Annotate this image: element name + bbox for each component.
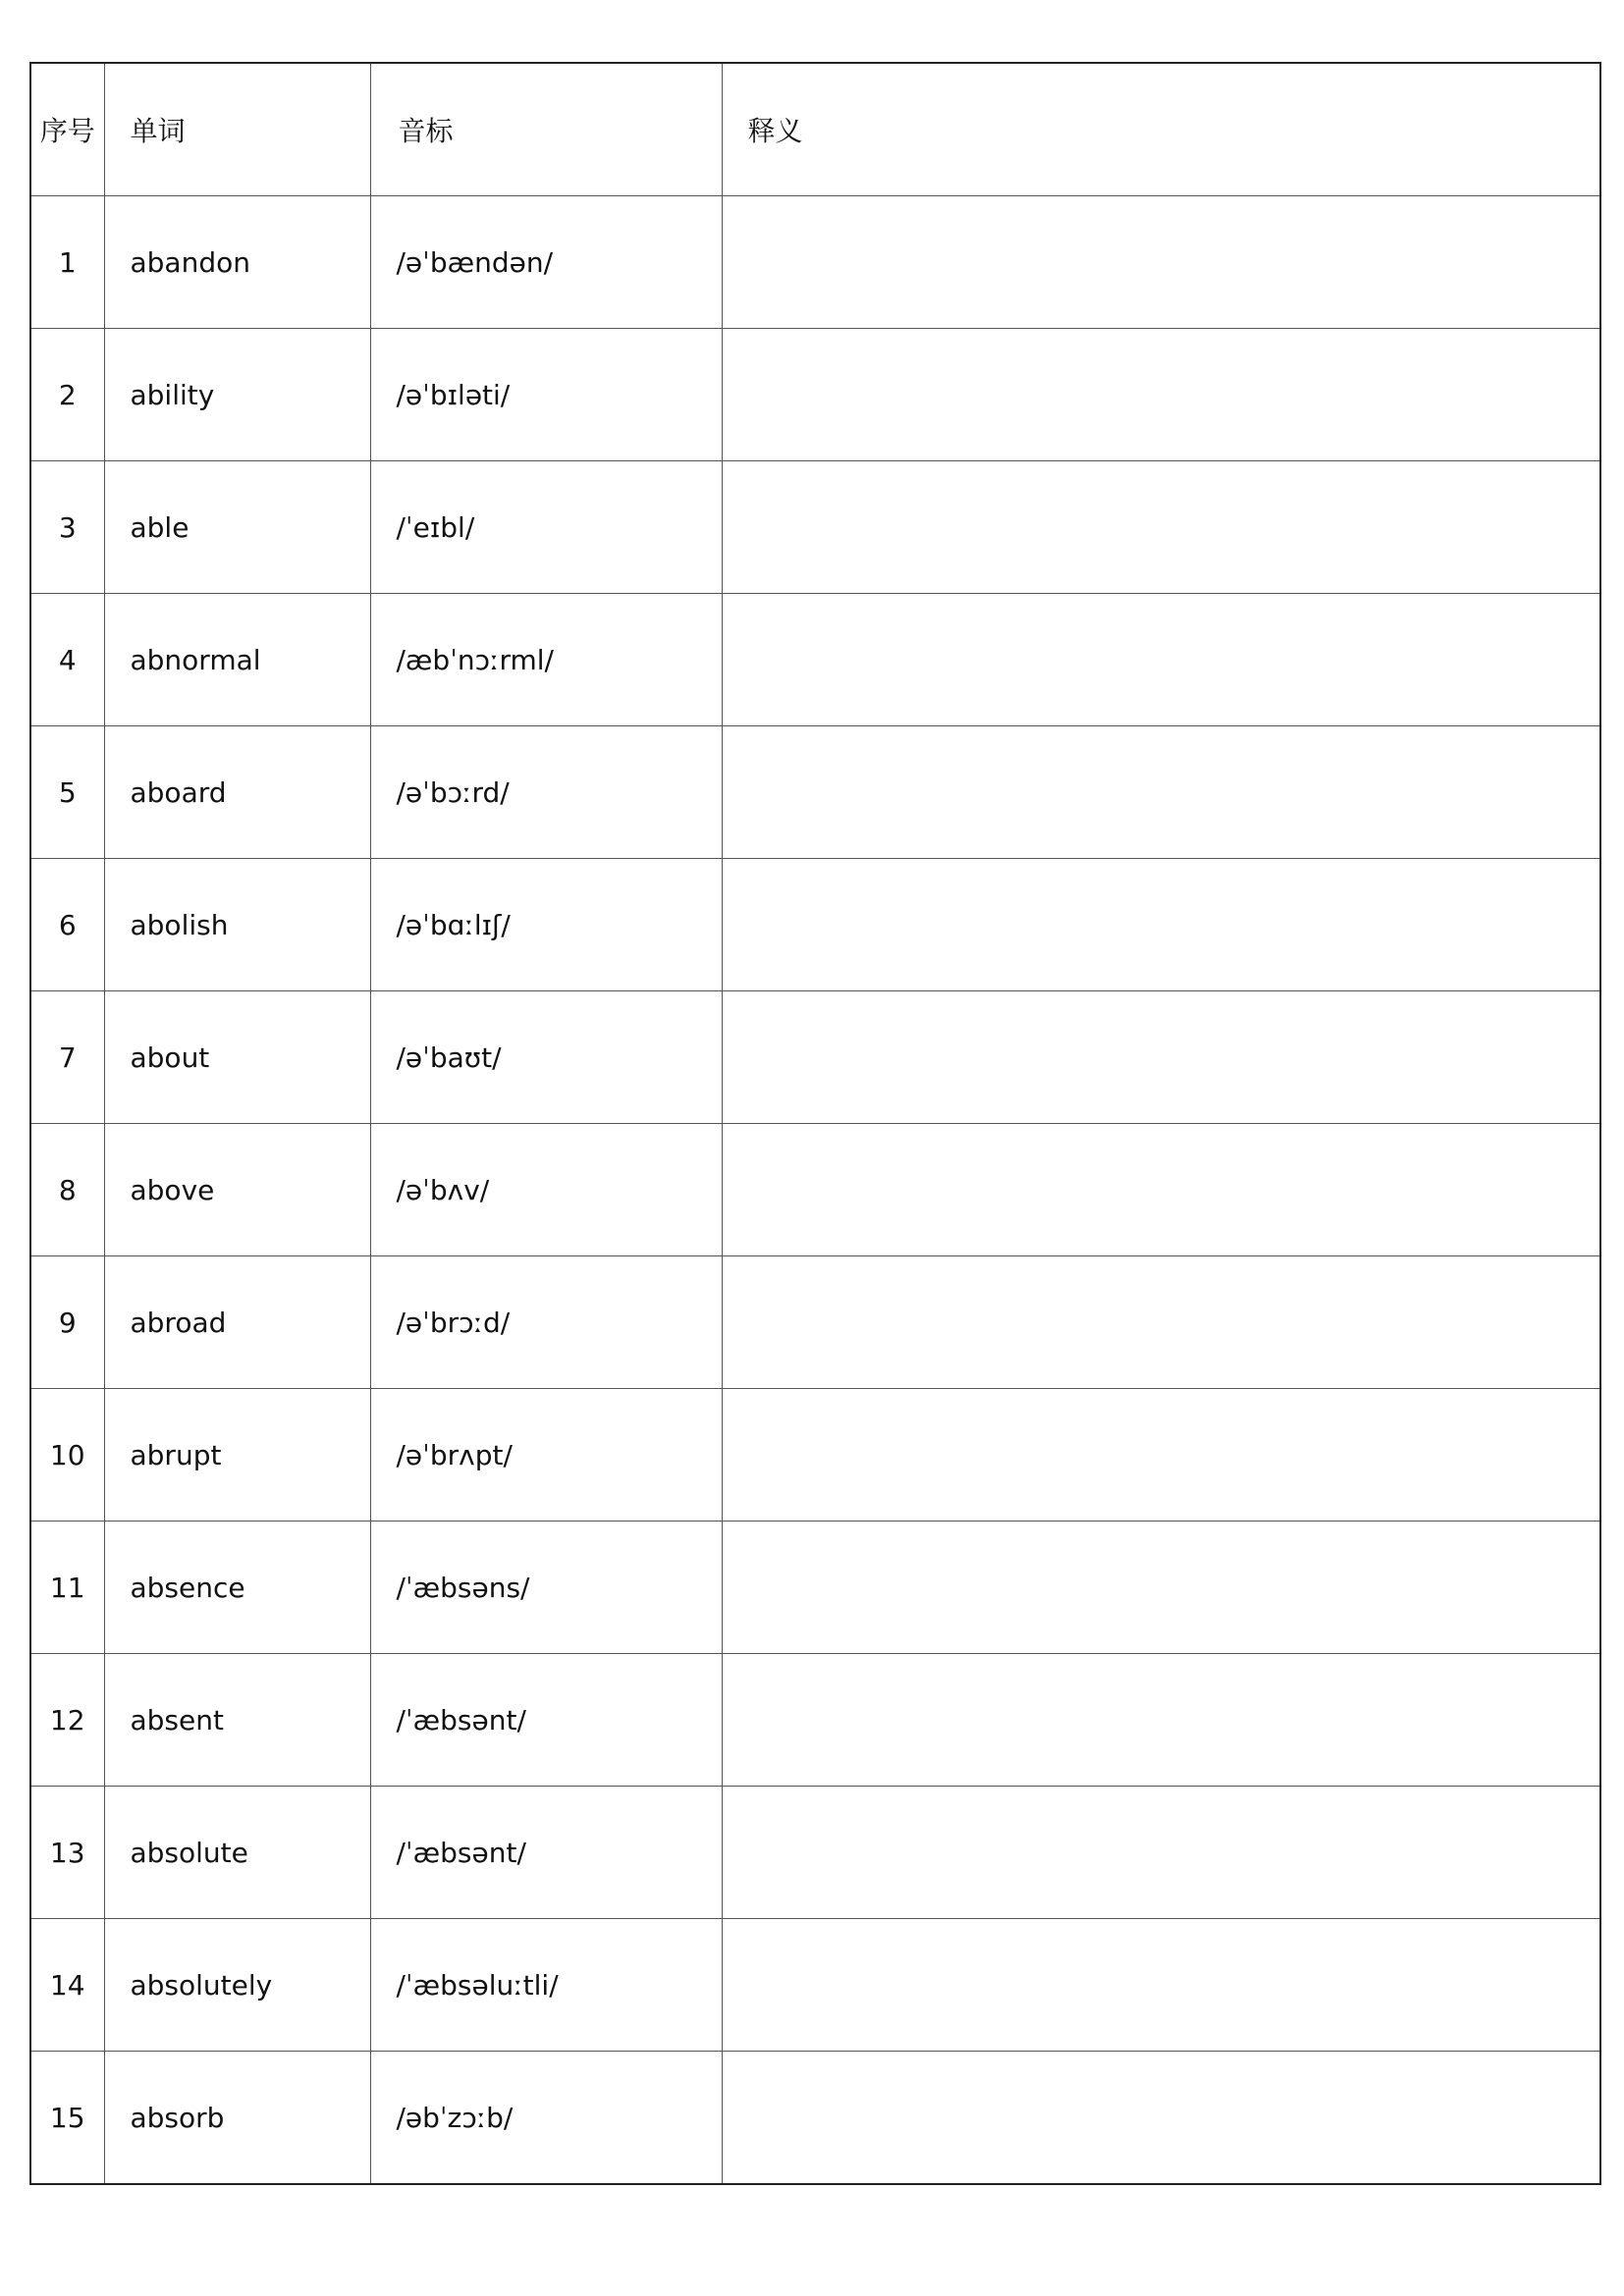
row-definition [722, 991, 1600, 1124]
table-row [30, 991, 1600, 1124]
row-definition [722, 1256, 1600, 1389]
row-definition [722, 196, 1600, 329]
table-row [30, 1654, 1600, 1787]
row-definition [722, 1389, 1600, 1522]
row-definition [722, 726, 1600, 859]
table-row [30, 1389, 1600, 1522]
row-word: absorb [104, 2052, 370, 2185]
table-header [30, 63, 1600, 196]
row-index: 2 [30, 329, 104, 461]
row-phonetic: /ˈeɪbl/ [370, 461, 722, 594]
row-phonetic: /əˈbɑːlɪʃ/ [370, 859, 722, 991]
table-row [30, 859, 1600, 991]
row-index: 11 [30, 1522, 104, 1654]
row-index: 15 [30, 2052, 104, 2185]
header-row [30, 63, 1600, 196]
row-index: 3 [30, 461, 104, 594]
row-phonetic: /əˈbɪləti/ [370, 329, 722, 461]
row-phonetic: /ˈæbsəluːtli/ [370, 1919, 722, 2052]
row-word: absent [104, 1654, 370, 1787]
row-word: absence [104, 1522, 370, 1654]
row-phonetic: /əˈbɔːrd/ [370, 726, 722, 859]
row-word: absolutely [104, 1919, 370, 2052]
row-phonetic: /æbˈnɔːrml/ [370, 594, 722, 726]
row-phonetic: /əˈbʌv/ [370, 1124, 722, 1256]
row-word: abolish [104, 859, 370, 991]
row-index: 13 [30, 1787, 104, 1919]
table-row [30, 329, 1600, 461]
row-definition [722, 1787, 1600, 1919]
row-definition [722, 461, 1600, 594]
table-row [30, 196, 1600, 329]
row-phonetic: /ˈæbsənt/ [370, 1654, 722, 1787]
row-definition [722, 1919, 1600, 2052]
row-index: 5 [30, 726, 104, 859]
row-index: 6 [30, 859, 104, 991]
row-index: 10 [30, 1389, 104, 1522]
table-row [30, 594, 1600, 726]
row-word: abrupt [104, 1389, 370, 1522]
row-definition [722, 1522, 1600, 1654]
row-phonetic: /əˈbændən/ [370, 196, 722, 329]
row-definition [722, 859, 1600, 991]
row-word: aboard [104, 726, 370, 859]
table-row [30, 1256, 1600, 1389]
row-word: above [104, 1124, 370, 1256]
table-row [30, 2052, 1600, 2185]
row-definition [722, 1654, 1600, 1787]
table-row [30, 1124, 1600, 1256]
table-row [30, 1919, 1600, 2052]
row-phonetic: /əˈbrʌpt/ [370, 1389, 722, 1522]
row-index: 1 [30, 196, 104, 329]
row-definition [722, 1124, 1600, 1256]
row-phonetic: /əbˈzɔːb/ [370, 2052, 722, 2185]
row-word: abandon [104, 196, 370, 329]
table-body [30, 196, 1600, 2185]
row-definition [722, 594, 1600, 726]
row-phonetic: /əˈbrɔːd/ [370, 1256, 722, 1389]
table-row [30, 1787, 1600, 1919]
table-row [30, 1522, 1600, 1654]
row-word: abroad [104, 1256, 370, 1389]
row-index: 7 [30, 991, 104, 1124]
row-index: 8 [30, 1124, 104, 1256]
row-phonetic: /ˈæbsənt/ [370, 1787, 722, 1919]
header-definition: 释义 [722, 63, 1600, 196]
row-definition [722, 2052, 1600, 2185]
table-row [30, 461, 1600, 594]
row-phonetic: /əˈbaʊt/ [370, 991, 722, 1124]
row-index: 14 [30, 1919, 104, 2052]
header-phonetic: 音标 [370, 63, 722, 196]
row-phonetic: /ˈæbsəns/ [370, 1522, 722, 1654]
header-word: 单词 [104, 63, 370, 196]
row-index: 4 [30, 594, 104, 726]
row-definition [722, 329, 1600, 461]
row-index: 9 [30, 1256, 104, 1389]
row-word: able [104, 461, 370, 594]
row-word: ability [104, 329, 370, 461]
header-index: 序号 [30, 63, 104, 196]
row-word: absolute [104, 1787, 370, 1919]
row-word: abnormal [104, 594, 370, 726]
row-index: 12 [30, 1654, 104, 1787]
row-word: about [104, 991, 370, 1124]
table-row [30, 726, 1600, 859]
vocabulary-table [29, 62, 1601, 2185]
